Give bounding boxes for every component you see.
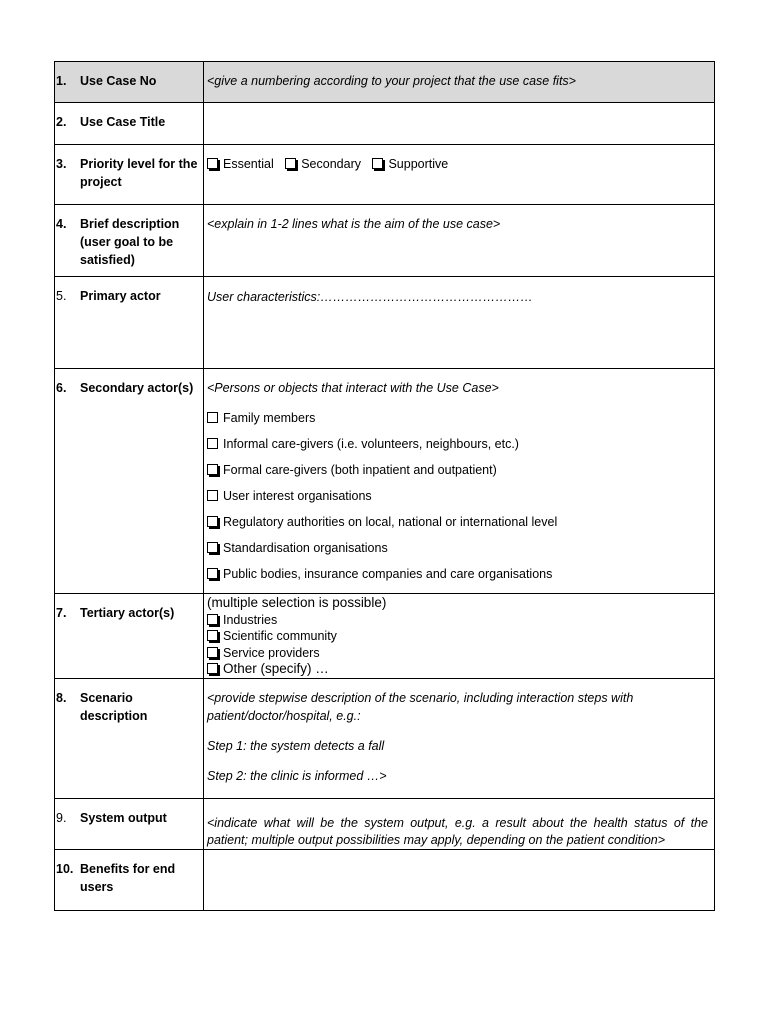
row-primary-actor xyxy=(55,277,715,369)
row-number: 2. xyxy=(56,115,67,129)
checkbox-icon[interactable] xyxy=(207,663,218,674)
row-label: Use Case No xyxy=(80,74,157,88)
secondary-intro-text: <Persons or objects that interact with the Use Case> xyxy=(207,381,499,395)
scenario-step-1: Step 1: the system detects a fall xyxy=(207,739,385,753)
priority-secondary-option[interactable] xyxy=(285,157,361,171)
row-label: Tertiary actor(s) xyxy=(80,606,175,620)
option-label: Family members xyxy=(223,411,316,425)
row-number: 8. xyxy=(56,691,67,705)
row-label: Primary actor xyxy=(80,289,161,303)
option-label: Essential xyxy=(223,157,274,171)
row-number: 9. xyxy=(56,811,67,825)
row-label: Secondary actor(s) xyxy=(80,381,194,395)
label-cell xyxy=(55,369,204,594)
label-cell xyxy=(55,103,204,145)
label-cell xyxy=(55,594,204,679)
checkbox-icon[interactable] xyxy=(207,464,218,475)
checkbox-icon[interactable] xyxy=(285,158,296,169)
checkbox-icon[interactable] xyxy=(207,490,218,501)
option-label: Regulatory authorities on local, national or international level xyxy=(223,515,558,529)
row-number: 7. xyxy=(56,606,67,620)
row-system-output xyxy=(55,799,715,850)
option-label: Standardisation organisations xyxy=(223,541,388,555)
row-benefits-end-users xyxy=(55,850,715,911)
system-output-field[interactable] xyxy=(204,799,715,850)
row-label: System output xyxy=(80,811,167,825)
row-scenario-description xyxy=(55,679,715,799)
row-label: Brief description (user goal to be satisfied) xyxy=(80,217,180,267)
priority-options xyxy=(204,145,715,205)
scenario-intro-text: <provide stepwise description of the scenario, including interaction steps with patient/doctor/hospital, e.g.: xyxy=(207,691,634,723)
option-service-providers[interactable] xyxy=(207,645,708,662)
row-number: 5. xyxy=(56,289,67,303)
checkbox-icon[interactable] xyxy=(207,438,218,449)
row-label: Benefits for end users xyxy=(80,862,176,894)
placeholder-text: <explain in 1-2 lines what is the aim of the use case> xyxy=(207,217,501,231)
option-public-bodies[interactable] xyxy=(207,565,708,583)
row-number: 1. xyxy=(56,74,67,88)
option-label: Other (specify) … xyxy=(223,661,329,676)
label-cell xyxy=(55,850,204,911)
row-label: Use Case Title xyxy=(80,115,166,129)
checkbox-icon[interactable] xyxy=(207,614,218,625)
scenario-step-2: Step 2: the clinic is informed …> xyxy=(207,769,387,783)
checkbox-icon[interactable] xyxy=(207,412,218,423)
label-cell xyxy=(55,799,204,850)
option-user-interest-organisations[interactable] xyxy=(207,487,708,505)
option-label: Scientific community xyxy=(223,629,337,643)
option-scientific-community[interactable] xyxy=(207,628,708,645)
row-label: Priority level for the project xyxy=(80,157,198,189)
row-number: 3. xyxy=(56,157,67,171)
checkbox-icon[interactable] xyxy=(207,542,218,553)
label-cell xyxy=(55,145,204,205)
option-regulatory-authorities[interactable] xyxy=(207,513,708,531)
benefits-field[interactable] xyxy=(204,850,715,911)
label-cell xyxy=(55,277,204,369)
option-label: Industries xyxy=(223,612,278,627)
option-label: Public bodies, insurance companies and care organisations xyxy=(223,567,553,581)
row-priority-level xyxy=(55,145,715,205)
label-cell xyxy=(55,679,204,799)
option-informal-care-givers[interactable] xyxy=(207,435,708,453)
row-use-case-title xyxy=(55,103,715,145)
placeholder-text: <indicate what will be the system output, e.g. a result about the health status of the patient; multiple output possibilities may apply, depending on the patient condition> xyxy=(207,816,708,847)
use-case-title-field[interactable] xyxy=(204,103,715,145)
label-cell xyxy=(55,62,204,103)
option-label: User interest organisations xyxy=(223,489,372,503)
checkbox-icon[interactable] xyxy=(207,630,218,641)
option-industries[interactable] xyxy=(207,612,708,629)
row-use-case-no xyxy=(55,62,715,103)
row-brief-description xyxy=(55,205,715,277)
use-case-table xyxy=(54,61,715,911)
secondary-actor-options xyxy=(204,369,715,594)
placeholder-text: <give a numbering according to your project that the use case fits> xyxy=(207,74,576,88)
user-characteristics-text: User characteristics:…………………………………………… xyxy=(207,290,533,304)
label-cell xyxy=(55,205,204,277)
row-number: 10. xyxy=(56,862,74,876)
brief-description-field[interactable] xyxy=(204,205,715,277)
scenario-description-field[interactable] xyxy=(204,679,715,799)
option-formal-care-givers[interactable] xyxy=(207,461,708,479)
priority-supportive-option[interactable] xyxy=(372,157,448,171)
checkbox-icon[interactable] xyxy=(372,158,383,169)
option-label: Supportive xyxy=(388,157,449,171)
row-number: 6. xyxy=(56,381,67,395)
checkbox-icon[interactable] xyxy=(207,158,218,169)
use-case-no-field[interactable] xyxy=(204,62,715,103)
tertiary-actor-options xyxy=(204,594,715,679)
row-number: 4. xyxy=(56,217,67,231)
row-secondary-actors xyxy=(55,369,715,594)
checkbox-icon[interactable] xyxy=(207,647,218,658)
option-label: Service providers xyxy=(223,645,320,660)
checkbox-icon[interactable] xyxy=(207,516,218,527)
row-label: Scenario description xyxy=(80,691,148,723)
primary-actor-field[interactable] xyxy=(204,277,715,369)
option-family-members[interactable] xyxy=(207,409,708,427)
priority-essential-option[interactable] xyxy=(207,157,274,171)
option-standardisation-organisations[interactable] xyxy=(207,539,708,557)
row-tertiary-actors xyxy=(55,594,715,679)
option-label: Secondary xyxy=(301,157,361,171)
option-label: Informal care-givers (i.e. volunteers, neighbours, etc.) xyxy=(223,437,519,451)
option-other-specify[interactable] xyxy=(207,661,708,678)
checkbox-icon[interactable] xyxy=(207,568,218,579)
multiple-selection-note: (multiple selection is possible) xyxy=(207,595,387,610)
option-label: Formal care-givers (both inpatient and outpatient) xyxy=(223,463,497,477)
